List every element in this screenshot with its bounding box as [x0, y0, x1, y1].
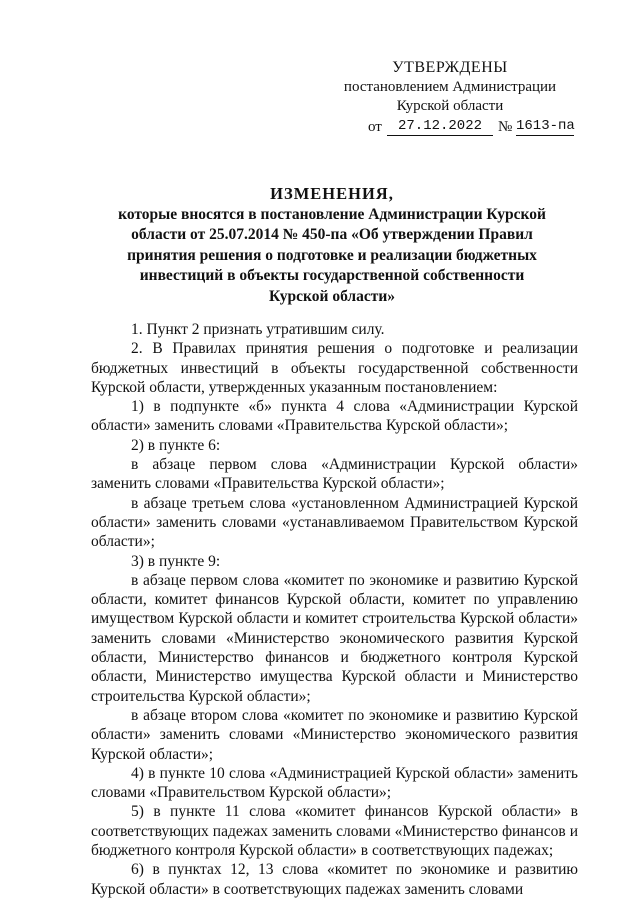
- paragraph: в абзаце первом слова «Администрации Курской области» заменить словами «Правительства Курской области»;: [91, 456, 578, 493]
- paragraph: 4) в пункте 10 слова «Администрацией Курской области» заменить словами «Правительством Курской области»;: [91, 764, 578, 802]
- paragraph: 2. В Правилах принятия решения о подготовке и реализации бюджетных инвестиций в объекты государственной собственности Курской области, утвержденных указанным постановлением:: [91, 340, 578, 396]
- approval-line-1: постановлением Администрации: [343, 78, 557, 95]
- approval-date: 27.12.2022: [387, 118, 493, 136]
- document-heading: [72, 182, 592, 307]
- approval-line-2: Курской области: [396, 98, 504, 114]
- heading-title: ИЗМЕНЕНИЯ,: [270, 184, 394, 203]
- paragraph: 1) в подпункте «б» пункта 4 слова «Администрации Курской области» заменить словами «Правительства Курской области»;: [91, 398, 578, 435]
- approval-number: 1613-па: [516, 117, 575, 134]
- heading-subtitle: которые вносятся в постановление Администрации Курской области от 25.07.2014 № 450-па «Об утверждении Правил принятия решения о подготовке и реализации бюджетных инвестиций в объекты государственной собственности Курской области»: [118, 206, 546, 305]
- paragraph: 5) в пункте 11 слова «комитет финансов Курской области» в соответствующих падежах заменить словами «Министерство финансов и бюджетного контроля Курской области» в соответствующих падежах;: [91, 803, 578, 860]
- paragraph: в абзаце третьем слова «установленном Администрацией Курской области» заменить словами «устанавливаемом Правительством Курской области»;: [91, 494, 578, 551]
- approval-title: УТВЕРЖДЕНЫ: [392, 59, 508, 76]
- date-prefix: от: [368, 118, 382, 135]
- paragraph: в абзаце втором слова «комитет по экономике и развитию Курской области» заменить словами «Министерство экономического развития Курской области»;: [91, 706, 578, 763]
- approval-block: [300, 58, 600, 138]
- paragraph: 3) в пункте 9:: [131, 552, 221, 570]
- approval-date-line: [300, 118, 600, 138]
- document-body: [91, 320, 578, 899]
- number-prefix: №: [498, 118, 513, 135]
- paragraph: 6) в пунктах 12, 13 слова «комитет по экономике и развитию Курской области» в соответствующих падежах заменить словами: [91, 861, 578, 898]
- paragraph: в абзаце первом слова «комитет по экономике и развитию Курской области, комитет финансов Курской области, комитет по управлению имуществом Курской области и комитет строительства Курской области» заменить словами «Министерство экономического развития Курской области, Министерство финансов и бюджетного контроля Курской области, Министерство имущества Курской области и Министерство строительства Курской области»;: [91, 571, 578, 705]
- paragraph: 1. Пункт 2 признать утратившим силу.: [131, 321, 385, 338]
- paragraph: 2) в пункте 6:: [131, 436, 221, 454]
